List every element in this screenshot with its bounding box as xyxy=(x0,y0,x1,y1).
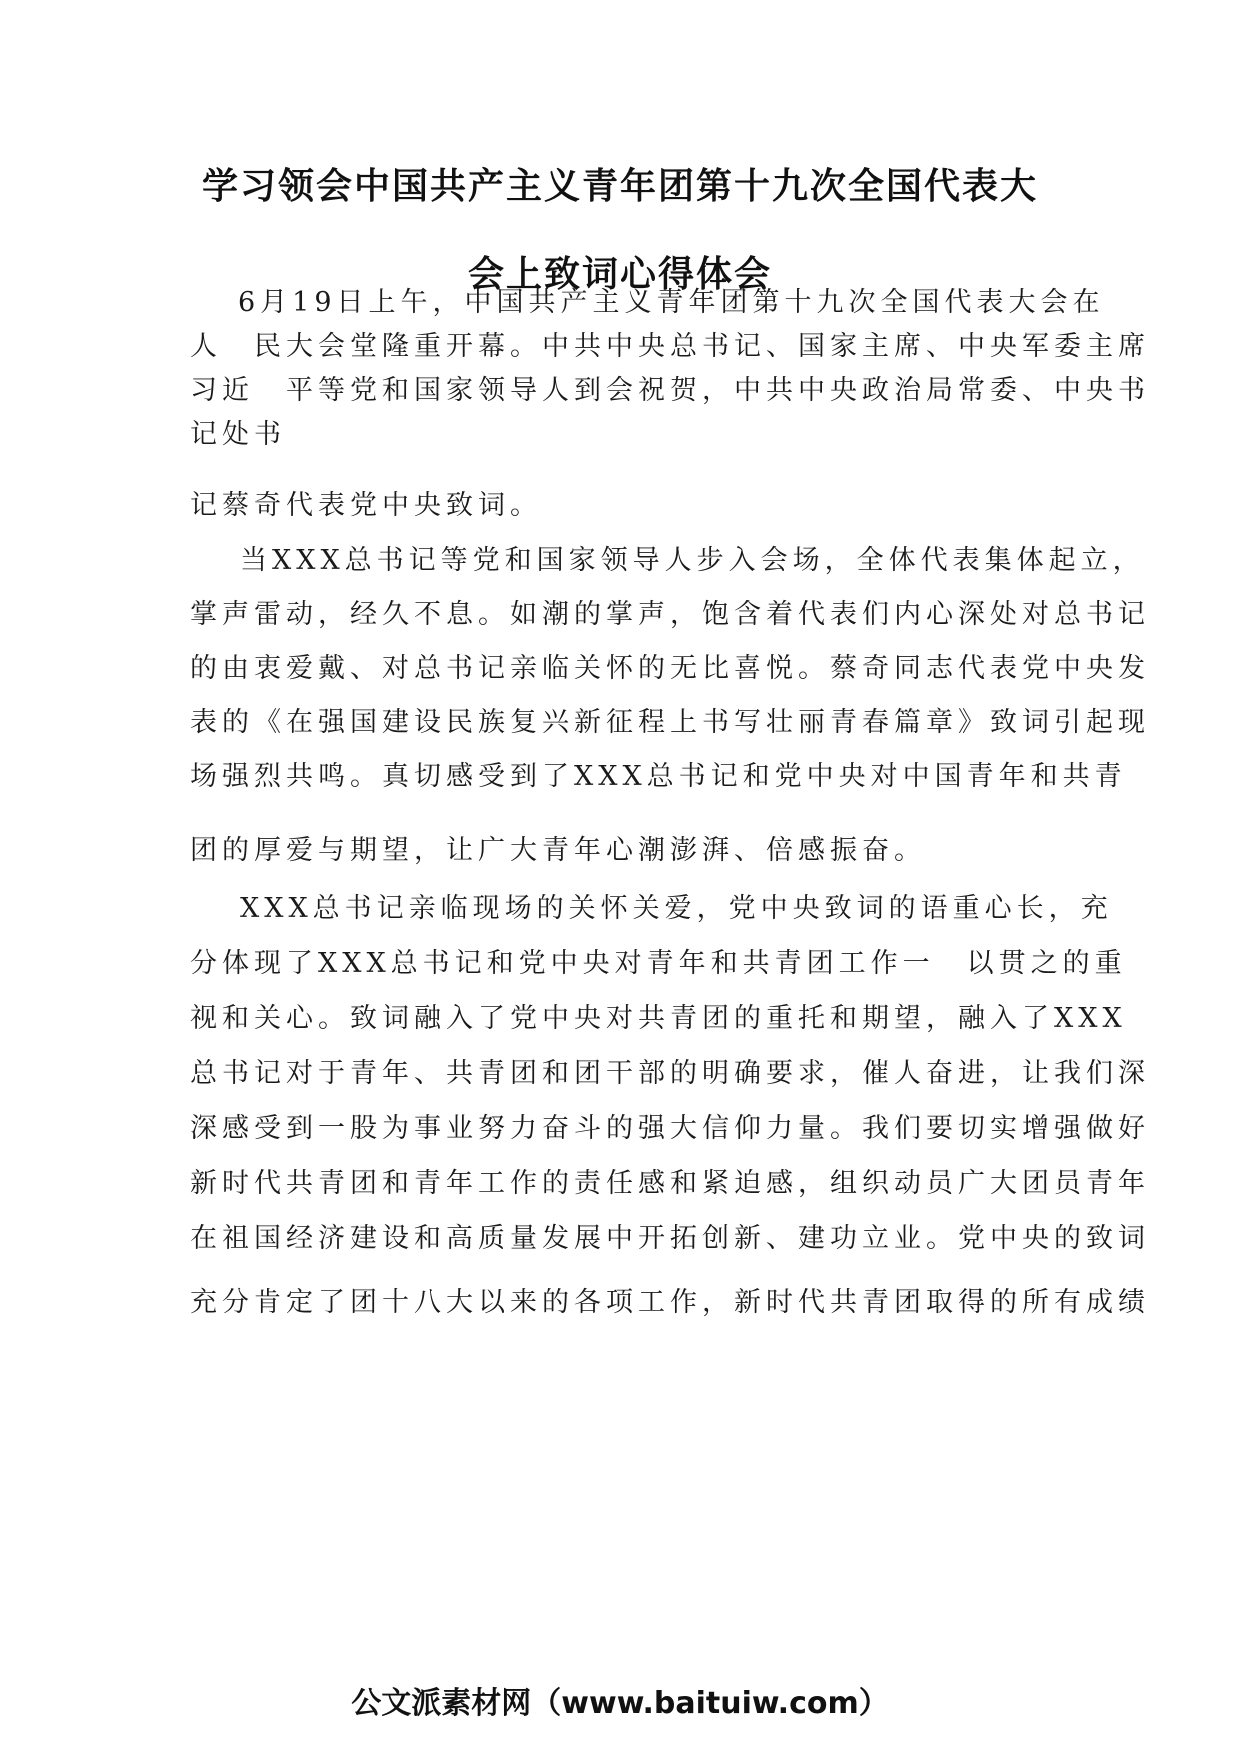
body-line: 记处书 xyxy=(190,419,286,450)
body-line: 深感受到一股为事业努力奋斗的强大信仰力量。我们要切实增强做好 xyxy=(190,1113,1150,1144)
body-line: 场强烈共鸣。真切感受到了XXX总书记和党中央对中国青年和共青 xyxy=(190,761,1127,792)
body-line: 团的厚爱与期望，让广大青年心潮澎湃、倍感振奋。 xyxy=(190,835,926,866)
body-line: 总书记对于青年、共青团和团干部的明确要求，催人奋进，让我们深 xyxy=(190,1058,1150,1089)
body-line: 掌声雷动，经久不息。如潮的掌声，饱含着代表们内心深处对总书记 xyxy=(190,599,1150,630)
body-line: 分体现了XXX总书记和党中央对青年和共青团工作一 以贯之的重 xyxy=(190,948,1127,979)
body-line: 6月19日上午，中国共产主义青年团第十九次全国代表大会在 xyxy=(238,287,1105,318)
body-line: XXX总书记亲临现场的关怀关爱，党中央致词的语重心长，充 xyxy=(240,893,1113,924)
body-line: 记蔡奇代表党中央致词。 xyxy=(190,490,542,521)
body-line: 在祖国经济建设和高质量发展中开拓创新、建功立业。党中央的致词 xyxy=(190,1223,1150,1254)
body-line: 习近 平等党和国家领导人到会祝贺，中共中央政治局常委、中央书 xyxy=(190,375,1150,406)
body-line: 当XXX总书记等党和国家领导人步入会场，全体代表集体起立， xyxy=(240,545,1145,576)
body-line: 的由衷爱戴、对总书记亲临关怀的无比喜悦。蔡奇同志代表党中央发 xyxy=(190,653,1150,684)
body-line: 表的《在强国建设民族复兴新征程上书写壮丽青春篇章》致词引起现 xyxy=(190,707,1150,738)
body-line: 新时代共青团和青年工作的责任感和紧迫感，组织动员广大团员青年 xyxy=(190,1168,1150,1199)
document-title-line-2: 会上致词心得体会 xyxy=(467,254,772,295)
body-line: 充分肯定了团十八大以来的各项工作，新时代共青团取得的所有成绩 xyxy=(190,1287,1150,1318)
body-line: 人 民大会堂隆重开幕。中共中央总书记、国家主席、中央军委主席 xyxy=(190,331,1150,362)
document-title-line-1: 学习领会中国共产主义青年团第十九次全国代表大 xyxy=(201,166,1038,207)
footer-source: 公文派素材网（www.baituiw.com） xyxy=(351,1686,889,1721)
body-line: 视和关心。致词融入了党中央对共青团的重托和期望，融入了XXX xyxy=(190,1003,1127,1034)
